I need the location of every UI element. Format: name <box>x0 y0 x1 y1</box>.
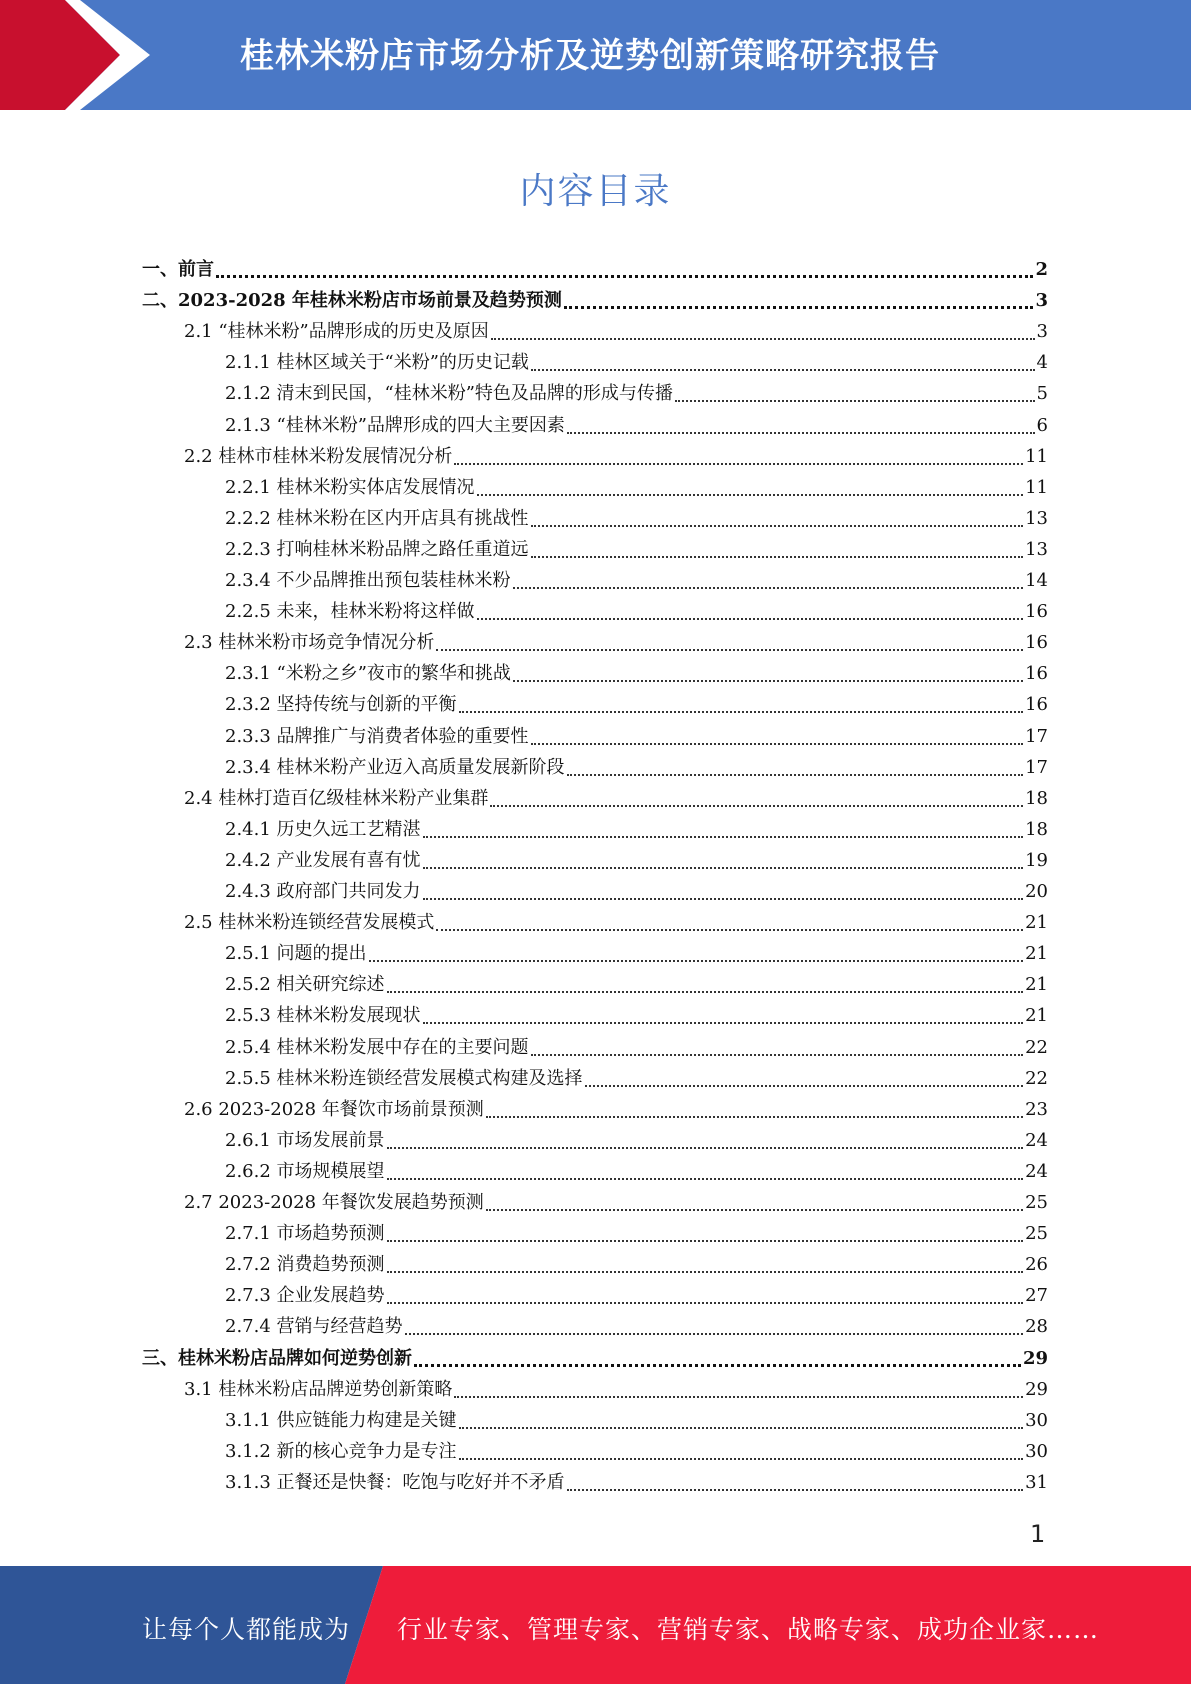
toc-entry-label: 2.5.3 桂林米粉发展现状 <box>225 1005 421 1027</box>
toc-entry[interactable] <box>225 503 1048 534</box>
toc-entry[interactable] <box>225 938 1048 969</box>
toc-leader-dots <box>387 1240 1024 1242</box>
toc-entry[interactable] <box>225 534 1048 565</box>
toc-leader-dots <box>387 1147 1024 1149</box>
toc-entry-label: 3.1.1 供应链能力构建是关键 <box>225 1409 457 1431</box>
toc-entry-label: 2.6 2023-2028 年餐饮市场前景预测 <box>184 1098 484 1120</box>
toc-entry[interactable] <box>184 441 1048 472</box>
toc-leader-dots <box>459 711 1024 713</box>
toc-entry-page: 31 <box>1025 1471 1048 1493</box>
toc-leader-dots <box>459 1458 1024 1460</box>
toc-leader-dots <box>423 898 1024 900</box>
report-title: 桂林米粉店市场分析及逆势创新策略研究报告 <box>240 36 940 76</box>
toc-leader-dots <box>423 836 1024 838</box>
toc-entry[interactable] <box>225 721 1048 752</box>
toc-entry-page: 21 <box>1025 912 1048 934</box>
page-number: 1 <box>1030 1520 1046 1548</box>
toc-entry-label: 2.3.3 品牌推广与消费者体验的重要性 <box>225 725 529 747</box>
toc-entry-page: 30 <box>1025 1440 1048 1462</box>
toc-leader-dots <box>216 275 1033 278</box>
toc-entry-page: 5 <box>1036 383 1048 405</box>
toc-entry-label: 2.4 桂林打造百亿级桂林米粉产业集群 <box>184 787 489 809</box>
toc-entry[interactable] <box>225 347 1048 378</box>
toc-leader-dots <box>423 867 1024 869</box>
toc-leader-dots <box>387 1271 1024 1273</box>
toc-entry[interactable] <box>225 1218 1048 1249</box>
toc-entry-page: 3 <box>1035 290 1048 312</box>
toc-entry-page: 11 <box>1025 476 1048 498</box>
toc-entry-page: 6 <box>1036 414 1048 436</box>
toc-entry[interactable] <box>184 627 1048 658</box>
toc-entry-page: 29 <box>1022 1347 1048 1369</box>
toc-entry-page: 19 <box>1025 849 1048 871</box>
toc-leader-dots <box>567 774 1024 776</box>
toc-leader-dots <box>531 369 1035 371</box>
toc-entry-page: 23 <box>1025 1098 1048 1120</box>
toc-entry[interactable] <box>184 1187 1048 1218</box>
toc-leader-dots <box>531 1054 1024 1056</box>
toc-leader-dots <box>513 587 1024 589</box>
toc-entry-page: 21 <box>1025 974 1048 996</box>
toc-entry-label: 2.4.3 政府部门共同发力 <box>225 881 421 902</box>
toc-entry-page: 29 <box>1025 1378 1048 1400</box>
toc-entry-page: 16 <box>1025 663 1048 685</box>
red-chevron-icon <box>0 0 160 110</box>
toc-leader-dots <box>405 1333 1024 1335</box>
footer-slogan-right: 行业专家、管理专家、营销专家、战略专家、成功企业家…… <box>397 1615 1100 1644</box>
toc-entry-label: 2.4.1 历史久远工艺精湛 <box>225 818 421 840</box>
toc-entry-page: 20 <box>1025 881 1048 902</box>
toc-leader-dots <box>486 1209 1023 1211</box>
toc-entry[interactable] <box>225 969 1048 1000</box>
toc-entry[interactable] <box>225 752 1048 783</box>
toc-entry-label: 2.5.1 问题的提出 <box>225 943 367 965</box>
toc-entry[interactable] <box>225 1032 1048 1063</box>
toc-leader-dots <box>513 680 1023 682</box>
toc-entry[interactable] <box>225 1063 1048 1094</box>
toc-entry-page: 14 <box>1025 570 1048 591</box>
toc-entry-page: 13 <box>1025 507 1048 529</box>
toc-entry-page: 16 <box>1025 632 1048 654</box>
toc-entry-page: 25 <box>1025 1223 1048 1245</box>
toc-entry[interactable] <box>184 1094 1048 1125</box>
toc-entry-label: 2.1 “桂林米粉”品牌形成的历史及原因 <box>184 321 489 343</box>
toc-entry[interactable] <box>225 1467 1048 1498</box>
toc-entry[interactable] <box>225 658 1048 689</box>
toc-entry-page: 18 <box>1025 787 1048 809</box>
toc-leader-dots <box>436 649 1023 651</box>
toc-leader-dots <box>585 1085 1024 1087</box>
toc-leader-dots <box>675 400 1035 402</box>
toc-entry-label: 2.7.3 企业发展趋势 <box>225 1285 385 1307</box>
toc-entry[interactable] <box>225 565 1048 596</box>
toc-entry-label: 2.7.1 市场趋势预测 <box>225 1223 385 1245</box>
toc-leader-dots <box>454 1396 1023 1398</box>
toc-entry-page: 18 <box>1025 818 1048 840</box>
toc-leader-dots <box>490 805 1023 807</box>
toc-entry-label: 2.2 桂林市桂林米粉发展情况分析 <box>184 445 453 467</box>
toc-entry-page: 22 <box>1025 1067 1048 1089</box>
toc-entry-page: 30 <box>1025 1409 1048 1431</box>
toc-entry-page: 3 <box>1036 321 1048 343</box>
toc-entry-label: 2.3.1 “米粉之乡”夜市的繁华和挑战 <box>225 663 511 685</box>
toc-leader-dots <box>567 432 1035 434</box>
toc-entry[interactable] <box>225 1436 1048 1467</box>
toc-entry[interactable] <box>225 378 1048 409</box>
toc-leader-dots <box>531 743 1024 745</box>
toc-entry-page: 13 <box>1025 538 1048 560</box>
toc-entry-label: 2.2.2 桂林米粉在区内开店具有挑战性 <box>225 507 529 529</box>
toc-leader-dots <box>387 1178 1024 1180</box>
toc-leader-dots <box>564 306 1034 309</box>
toc-entry[interactable] <box>184 907 1048 938</box>
toc-entry[interactable] <box>142 254 1048 285</box>
toc-entry-label: 2.7.4 营销与经营趋势 <box>225 1316 403 1338</box>
toc-entry-label: 2.5.2 相关研究综述 <box>225 974 385 996</box>
toc-entry-page: 16 <box>1025 601 1048 623</box>
toc-entry[interactable] <box>225 1156 1048 1187</box>
toc-entry-label: 2.5.4 桂林米粉发展中存在的主要问题 <box>225 1036 529 1058</box>
toc-entry-page: 27 <box>1025 1285 1048 1307</box>
toc-entry-page: 28 <box>1025 1316 1048 1338</box>
toc-leader-dots <box>436 929 1023 931</box>
header-band <box>0 0 1191 110</box>
toc-entry-page: 22 <box>1025 1036 1048 1058</box>
toc-entry[interactable] <box>142 285 1048 316</box>
toc-entry[interactable] <box>225 1249 1048 1280</box>
toc-entry-label: 2.3.4 桂林米粉产业迈入高质量发展新阶段 <box>225 756 565 778</box>
toc-entry-label: 2.6.2 市场规模展望 <box>225 1160 385 1182</box>
toc-entry[interactable] <box>225 689 1048 720</box>
toc-entry-label: 2.3 桂林米粉市场竞争情况分析 <box>184 632 435 654</box>
toc-entry-label: 二、2023-2028 年桂林米粉店市场前景及趋势预测 <box>142 290 562 312</box>
toc-entry-page: 16 <box>1025 694 1048 716</box>
toc-entry-label: 2.3.4 不少品牌推出预包装桂林米粉 <box>225 570 511 591</box>
footer-slogan-left: 让每个人都能成为 <box>142 1615 351 1644</box>
toc-leader-dots <box>369 960 1024 962</box>
toc-entry-label: 3.1.2 新的核心竞争力是专注 <box>225 1440 457 1462</box>
toc-heading: 内容目录 <box>519 171 672 212</box>
toc-entry-page: 17 <box>1025 725 1048 747</box>
toc-entry-label: 2.2.3 打响桂林米粉品牌之路任重道远 <box>225 538 529 560</box>
toc-entry[interactable] <box>225 1280 1048 1311</box>
toc-leader-dots <box>486 1116 1023 1118</box>
toc-leader-dots <box>423 1022 1024 1024</box>
toc-entry-page: 24 <box>1025 1160 1048 1182</box>
footer-band <box>0 1566 1191 1684</box>
toc-entry-label: 2.7.2 消费趋势预测 <box>225 1254 385 1276</box>
toc-leader-dots <box>414 1364 1021 1367</box>
toc-leader-dots <box>454 463 1023 465</box>
toc-entry-page: 2 <box>1035 259 1048 280</box>
toc-entry[interactable] <box>184 1374 1048 1405</box>
toc-entry-label: 2.1.2 清末到民国，“桂林米粉”特色及品牌的形成与传播 <box>225 383 673 405</box>
toc-entry-page: 26 <box>1025 1254 1048 1276</box>
toc-entry-label: 2.1.3 “桂林米粉”品牌形成的四大主要因素 <box>225 414 565 436</box>
toc-entry[interactable] <box>184 783 1048 814</box>
toc-entry-label: 3.1 桂林米粉店品牌逆势创新策略 <box>184 1378 453 1400</box>
toc-entry-page: 21 <box>1025 1005 1048 1027</box>
toc-entry[interactable] <box>225 1405 1048 1436</box>
toc-entry-label: 2.3.2 坚持传统与创新的平衡 <box>225 694 457 716</box>
toc-entry-label: 3.1.3 正餐还是快餐：吃饱与吃好并不矛盾 <box>225 1471 565 1493</box>
toc-entry[interactable] <box>142 1343 1048 1374</box>
toc-entry-label: 2.6.1 市场发展前景 <box>225 1129 385 1151</box>
toc-leader-dots <box>477 618 1024 620</box>
toc-entry-label: 2.7 2023-2028 年餐饮发展趋势预测 <box>184 1192 484 1213</box>
toc-entry-label: 2.1.1 桂林区域关于“米粉”的历史记载 <box>225 352 529 374</box>
toc-leader-dots <box>387 1302 1024 1304</box>
toc-entry[interactable] <box>225 1125 1048 1156</box>
toc-entry[interactable] <box>225 845 1048 876</box>
toc-leader-dots <box>459 1427 1024 1429</box>
toc-entry[interactable] <box>225 814 1048 845</box>
toc-entry[interactable] <box>225 472 1048 503</box>
toc-leader-dots <box>491 338 1035 340</box>
toc-entry-label: 2.5.5 桂林米粉连锁经营发展模式构建及选择 <box>225 1067 583 1089</box>
toc-leader-dots <box>477 494 1024 496</box>
toc-entry-page: 17 <box>1025 756 1048 778</box>
toc-entry-label: 三、桂林米粉店品牌如何逆势创新 <box>142 1347 412 1369</box>
toc-entry-label: 2.4.2 产业发展有喜有忧 <box>225 849 421 871</box>
toc-entry-page: 21 <box>1025 943 1048 965</box>
toc-entry[interactable] <box>225 1311 1048 1342</box>
toc-entry-page: 4 <box>1036 352 1048 374</box>
toc-entry[interactable] <box>225 1000 1048 1031</box>
toc-leader-dots <box>531 556 1024 558</box>
toc-entry[interactable] <box>184 316 1048 347</box>
toc-leader-dots <box>387 991 1024 993</box>
toc-entry-label: 2.2.5 未来，桂林米粉将这样做 <box>225 601 475 623</box>
toc-entry-label: 一、前言 <box>142 259 214 280</box>
toc-entry-page: 24 <box>1025 1129 1048 1151</box>
toc-entry-page: 25 <box>1025 1192 1048 1213</box>
toc-entry-label: 2.5 桂林米粉连锁经营发展模式 <box>184 912 435 934</box>
toc-leader-dots <box>567 1489 1024 1491</box>
toc-entry[interactable] <box>225 876 1048 907</box>
toc-entry[interactable] <box>225 596 1048 627</box>
toc-entry-page: 11 <box>1025 445 1048 467</box>
toc-leader-dots <box>531 525 1024 527</box>
toc-entry-label: 2.2.1 桂林米粉实体店发展情况 <box>225 476 475 498</box>
toc-entry[interactable] <box>225 410 1048 441</box>
